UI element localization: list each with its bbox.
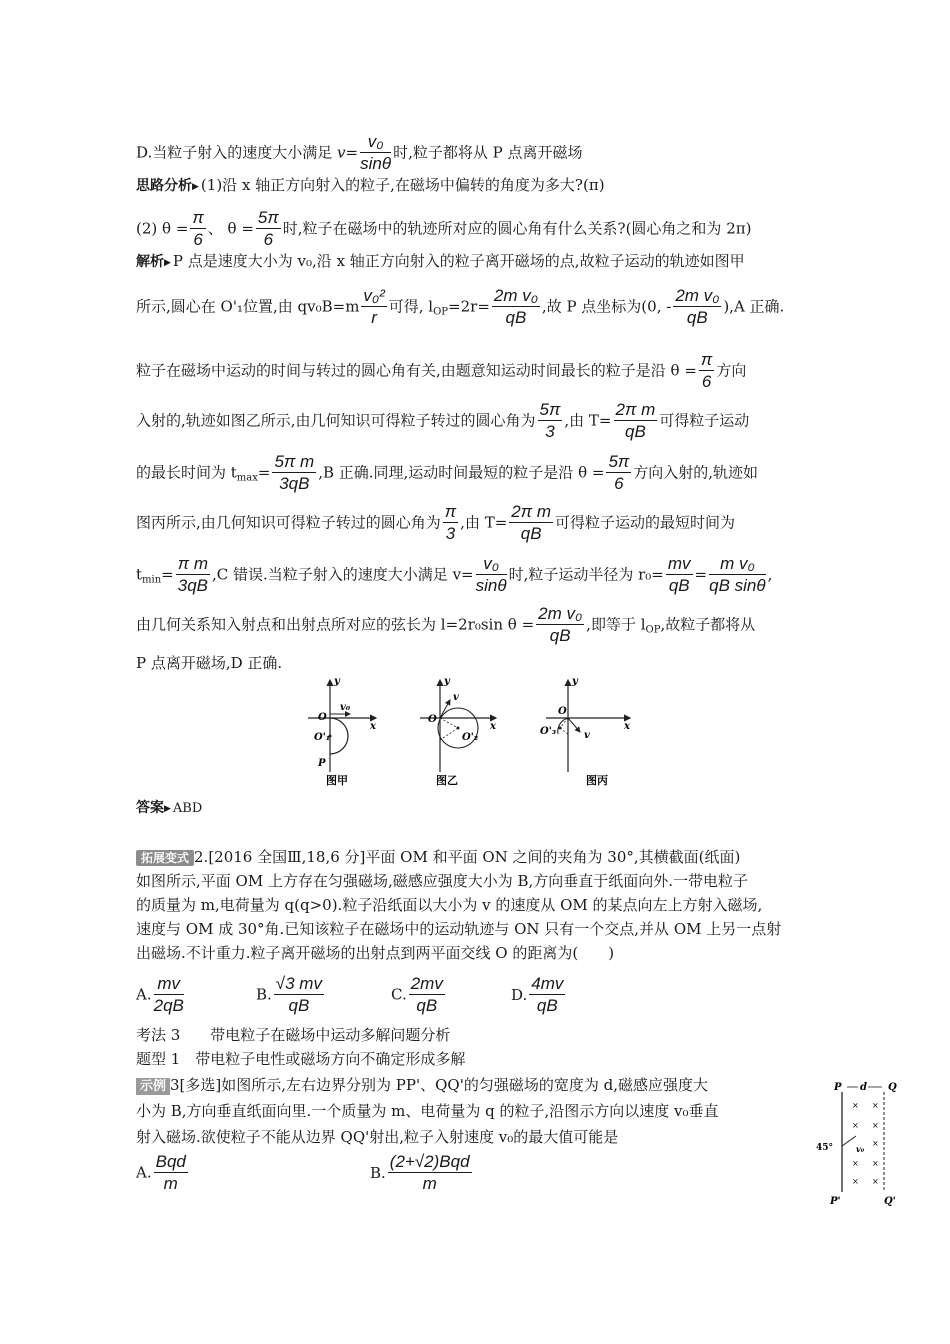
extension-line-5: 出磁场.不计重力.粒子离开磁场的出射点到两平面交线 O 的距离为( )	[136, 944, 615, 962]
analysis-line-2: (2) θ = $\frac{\pi}{6}$ 、 θ = $\frac{5\pi}{6}$ 时,粒子在磁场中的轨迹所对应的圆心角有什么关系?(圆心角之和为 2π)	[136, 208, 752, 249]
type-heading: 题型 1 带电粒子电性或磁场方向不确定形成多解	[136, 1050, 466, 1068]
svg-text:O: O	[558, 706, 567, 717]
svg-text:x: x	[490, 721, 496, 732]
solution-line-4: 入射的,轨迹如图乙所示,由几何知识可得粒子转过的圆心角为 $\frac{5\pi}{3}$ ,由 T= $\frac{\text{2π m}}{qB}$ 可得粒子运动	[136, 400, 750, 441]
svg-text:y: y	[572, 676, 578, 687]
triangle-icon: ▶	[164, 804, 171, 814]
svg-text:×: ×	[852, 1121, 859, 1130]
extension-badge: 拓展变式	[136, 850, 194, 866]
extension-options	[136, 974, 567, 1017]
example-badge: 示例	[136, 1078, 170, 1095]
solution-line-1: 解析▶ P 点是速度大小为 v₀,沿 x 轴正方向射入的粒子离开磁场的点,故粒子运动的轨迹如图甲	[136, 252, 745, 270]
svg-text:P: P	[834, 1082, 842, 1093]
example-line-3: 射入磁场.欲使粒子不能从边界 QQ'射出,粒子入射速度 v₀的最大值可能是	[136, 1128, 619, 1146]
ext-option-d: D. $\frac{4mv}{qB}$	[511, 974, 564, 1015]
analysis-line-1: 思路分析▶ (1)沿 x 轴正方向射入的粒子,在磁场中偏转的角度为多大?(π)	[136, 176, 605, 194]
svg-text:45°: 45°	[816, 1143, 834, 1153]
solution-line-8: 由几何关系知入射点和出射点所对应的弦长为 l=2r₀sin θ = $\frac{\text{2m v₀}}{qB}$ ,即等于 $l_{OP}$,故粒子都将从	[136, 604, 756, 645]
svg-text:O: O	[428, 714, 437, 725]
solution-line-5: 的最长时间为 $t_{max}=$ $\frac{\text{5π m}}{3qB}$ ,B 正确.同理,运动时间最短的粒子是沿 θ = $\frac{5\pi}{6}$ 方向入射的,轨迹如	[136, 452, 759, 493]
svg-text:v₀: v₀	[340, 702, 351, 713]
solution-line-6: 图丙所示,由几何知识可得粒子转过的圆心角为 $\frac{\pi}{3}$ ,由 T= $\frac{\text{2π m}}{qB}$ 可得粒子运动的最短时间为	[136, 502, 736, 543]
magnetic-field-figure	[812, 1080, 912, 1210]
solution-line-3: 粒子在磁场中运动的时间与转过的圆心角有关,由题意知运动时间最长的粒子是沿 θ = $\frac{\pi}{6}$ 方向	[136, 350, 747, 391]
svg-text:O'₁: O'₁	[314, 732, 331, 743]
svg-text:y: y	[444, 676, 450, 687]
example-line-1: 示例 3[多选]如图所示,左右边界分别为 PP'、QQ'的匀强磁场的宽度为 d,磁感应强度大	[136, 1074, 708, 1096]
svg-text:P: P	[318, 758, 326, 769]
svg-text:O'₂: O'₂	[462, 732, 479, 743]
extension-line-1: 拓展变式 2.[2016 全国Ⅲ,18,6 分]平面 OM 和平面 ON 之间的夹角为 30°,其横截面(纸面)	[136, 846, 740, 868]
svg-text:x: x	[370, 721, 376, 732]
svg-text:×: ×	[872, 1101, 879, 1110]
ext-option-c: C. $\frac{2mv}{qB}$	[391, 974, 443, 1015]
answer-line: 答案▶ ABD	[136, 800, 203, 816]
triangle-icon: ▶	[164, 258, 171, 268]
caption-jia: 图甲	[326, 774, 348, 787]
trajectory-figures	[290, 674, 650, 790]
svg-text:d: d	[860, 1082, 867, 1093]
ex-option-b: B. $\frac{\text{(2+√2)Bqd}}{m}$	[370, 1152, 470, 1193]
caption-yi: 图乙	[436, 774, 458, 787]
solution-line-9: P 点离开磁场,D 正确.	[136, 654, 283, 672]
svg-text:×: ×	[872, 1177, 879, 1186]
svg-text:v: v	[453, 692, 459, 703]
svg-text:v: v	[584, 730, 590, 741]
extension-line-2: 如图所示,平面 OM 上方存在匀强磁场,磁感应强度大小为 B,方向垂直于纸面向外.一带电粒子	[136, 872, 749, 890]
svg-text:Q': Q'	[884, 1196, 896, 1207]
svg-text:P': P'	[830, 1196, 841, 1207]
svg-text:O: O	[318, 712, 327, 723]
svg-text:y: y	[334, 676, 340, 687]
svg-text:×: ×	[872, 1159, 879, 1168]
svg-text:Q: Q	[888, 1082, 897, 1093]
svg-text:O'₃: O'₃	[540, 726, 557, 737]
answer-label: 答案	[136, 800, 164, 816]
solution-label: 解析	[136, 254, 164, 270]
solution-line-7: $t_{min}=$ $\frac{\text{π m}}{3qB}$ ,C 错误.当粒子射入的速度大小满足 v= $\frac{\text{v₀}}{\sin\theta}$ 时,粒子运动半径为 r₀= $\frac{mv}{qB}$ = $\frac{\text{m v₀}}{\text{qB sinθ}}$ ,	[136, 554, 773, 595]
svg-text:×: ×	[852, 1159, 859, 1168]
example-line-2: 小为 B,方向垂直纸面向里.一个质量为 m、电荷量为 q 的粒子,沿图示方向以速度 v₀垂直	[136, 1102, 719, 1120]
example-options	[136, 1152, 474, 1195]
svg-text:×: ×	[852, 1101, 859, 1110]
solution-line-2: 所示,圆心在 O'₁位置,由 qv₀B=m $\frac{\text{v₀²}}{r}$ 可得, $l_{OP}=2r=$ $\frac{\text{2m v₀}}{qB}$ ,故 P 点坐标为(0, - $\frac{\text{2m v₀}}{qB}$ ),A 正确.	[136, 286, 785, 327]
ext-option-a: A. $\frac{mv}{2qB}$	[136, 974, 184, 1015]
ext-option-b: B. $\frac{√3 mv}{qB}$	[256, 974, 322, 1015]
ex-option-a: A. $\frac{\text{Bqd}}{m}$	[136, 1152, 186, 1193]
figure-bing	[540, 676, 631, 787]
svg-text:×: ×	[872, 1121, 879, 1130]
option-d: D.当粒子射入的速度大小满足 v= $\frac{\text{v₀}}{\sin\theta}$ 时,粒子都将从 P 点离开磁场	[136, 132, 583, 173]
extension-line-4: 速度与 OM 成 30°角.已知该粒子在磁场中的运动轨迹与 ON 只有一个交点,并从 OM 上另一点射	[136, 920, 782, 938]
triangle-icon: ▶	[192, 182, 199, 192]
caption-bing: 图丙	[586, 774, 608, 787]
analysis-label: 思路分析	[136, 178, 192, 194]
svg-text:×: ×	[872, 1139, 879, 1148]
svg-text:×: ×	[852, 1177, 859, 1186]
svg-text:x: x	[624, 721, 630, 732]
extension-line-3: 的质量为 m,电荷量为 q(q>0).粒子沿纸面以大小为 v 的速度从 OM 的某点向左上方射入磁场,	[136, 896, 763, 914]
figure-jia	[308, 676, 377, 787]
figure-yi	[420, 676, 497, 787]
svg-text:v₀: v₀	[856, 1144, 865, 1154]
method-heading: 考法 3 带电粒子在磁场中运动多解问题分析	[136, 1026, 451, 1044]
